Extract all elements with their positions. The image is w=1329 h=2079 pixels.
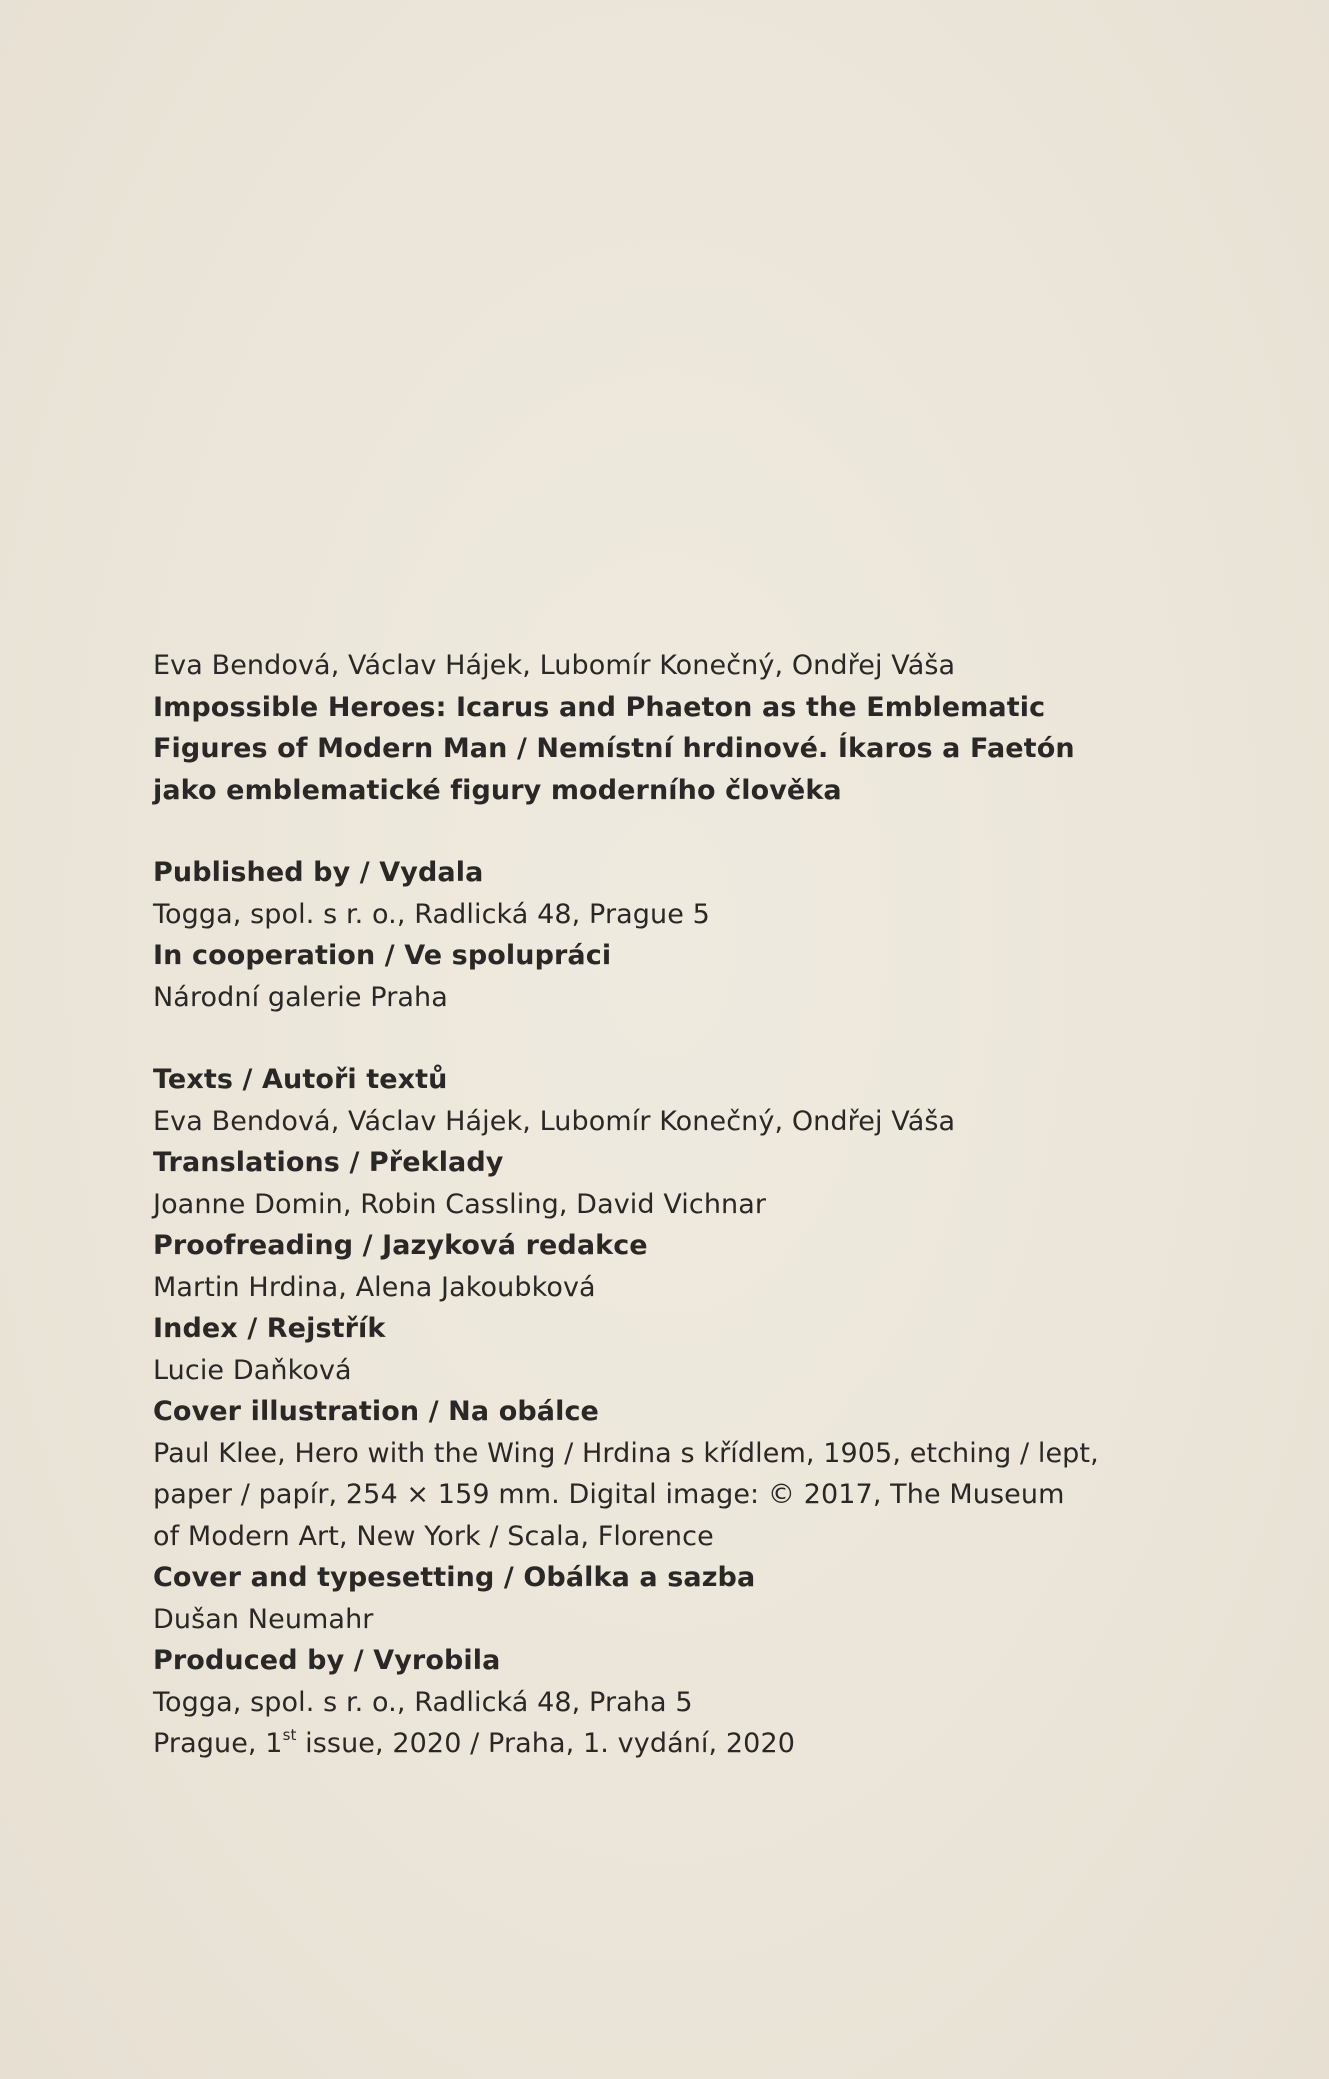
- cooperation-label: In cooperation / Ve spolupráci: [153, 940, 612, 971]
- texts-value: Eva Bendová, Václav Hájek, Lubomír Konečný, Ondřej Váša: [153, 1105, 956, 1137]
- proofreading-label: Proofreading / Jazyková redakce: [153, 1230, 648, 1261]
- proofreading-value: Martin Hrdina, Alena Jakoubková: [153, 1271, 596, 1303]
- edition-superscript: st: [282, 1726, 297, 1744]
- translations-value: Joanne Domin, Robin Cassling, David Vichnar: [153, 1188, 767, 1220]
- cover-typesetting-label: Cover and typesetting / Obálka a sazba: [153, 1562, 756, 1593]
- colophon: [153, 645, 1213, 1765]
- cover-illustration-value-line-2: paper / papír, 254 × 159 mm. Digital image: © 2017, The Museum: [153, 1479, 1065, 1510]
- edition-line: [153, 1723, 1213, 1765]
- book-title-line-1: Impossible Heroes: Icarus and Phaeton as the Emblematic: [153, 691, 1046, 723]
- authors: Eva Bendová, Václav Hájek, Lubomír Konečný, Ondřej Váša: [153, 650, 956, 681]
- produced-by-value: Togga, spol. s r. o., Radlická 48, Praha 5: [153, 1686, 693, 1718]
- spacer: [153, 1018, 1213, 1059]
- cover-illustration-label: Cover illustration / Na obálce: [153, 1396, 599, 1427]
- index-value: Lucie Daňková: [153, 1354, 352, 1386]
- published-by-value: Togga, spol. s r. o., Radlická 48, Prague 5: [153, 898, 710, 930]
- edition-suffix: issue, 2020 / Praha, 1. vydání, 2020: [296, 1728, 796, 1759]
- book-title-line-3: jako emblematické figury moderního člověka: [153, 774, 842, 806]
- spacer: [153, 811, 1213, 852]
- published-by-label: Published by / Vydala: [153, 857, 484, 888]
- texts-label: Texts / Autoři textů: [153, 1064, 448, 1095]
- cover-typesetting-value: Dušan Neumahr: [153, 1603, 374, 1635]
- translations-label: Translations / Překlady: [153, 1147, 504, 1178]
- cover-illustration-value-line-1: Paul Klee, Hero with the Wing / Hrdina s křídlem, 1905, etching / lept,: [153, 1437, 1099, 1469]
- cover-illustration-value-line-3: of Modern Art, New York / Scala, Florence: [153, 1520, 714, 1552]
- produced-by-label: Produced by / Vyrobila: [153, 1645, 501, 1676]
- cooperation-value: Národní galerie Praha: [153, 981, 448, 1013]
- book-title-line-2: Figures of Modern Man / Nemístní hrdinové. Íkaros a Faetón: [153, 733, 1075, 764]
- index-label: Index / Rejstřík: [153, 1313, 386, 1344]
- edition-prefix: Prague, 1: [153, 1728, 283, 1759]
